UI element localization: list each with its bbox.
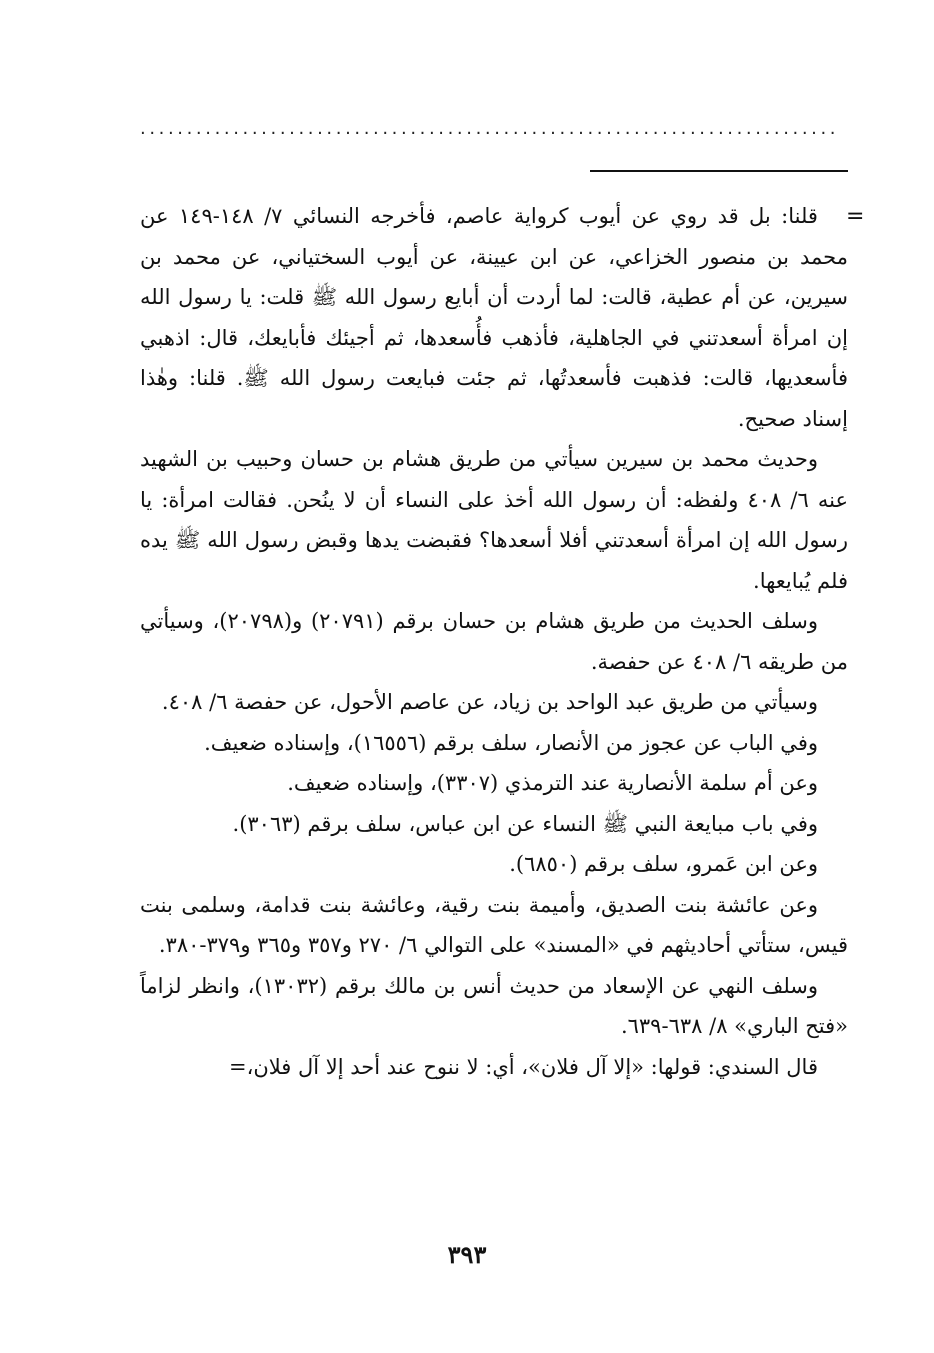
continuation-mark: = <box>846 204 865 229</box>
footnote-paragraph: وسلف الحديث من طريق هشام بن حسان برقم (٢٠٧٩١) و(٢٠٧٩٨)، وسيأتي من طريقه ٦/ ٤٠٨ عن حفصة. <box>140 609 848 674</box>
footnote-paragraph: وحديث محمد بن سيرين سيأتي من طريق هشام بن حسان وحبيب بن الشهيد عنه ٦/ ٤٠٨ ولفظه: أن رسول الله أخذ على النساء أن لا ينُحن. فقالت امرأة: يا رسول الله إن امرأة أسعدتني أفلا أسعدها؟ فقبضت يدها وقبض رسول الله ﷺ يده فلم يُبايعها. <box>140 447 848 593</box>
footnote-paragraph: وعن ابن عَمرو، سلف برقم (٦٨٥٠). <box>509 852 818 876</box>
footnote-paragraph: وفي الباب عن عجوز من الأنصار، سلف برقم (١٦٥٥٦)، وإسناده ضعيف. <box>204 730 818 755</box>
footnote-paragraph: وسلف النهي عن الإسعاد من حديث أنس بن مالك برقم (١٣٠٣٢)، وانظر لزاماً «فتح الباري» ٨/ ٦٣٨-٦٣٩. <box>140 973 848 1038</box>
footnote-paragraph: وفي باب مبايعة النبي ﷺ النساء عن ابن عباس، سلف برقم (٣٠٦٣). <box>232 811 818 836</box>
footnotes-block <box>140 196 848 1087</box>
footnote-paragraph: وعن أم سلمة الأنصارية عند الترمذي (٣٣٠٧)، وإسناده ضعيف. <box>287 771 818 795</box>
footnote-paragraph: قلنا: بل قد روي عن أيوب كرواية عاصم، فأخرجه النسائي ٧/ ١٤٨-١٤٩ عن محمد بن منصور الخزاعي، عن ابن عيينة، عن أيوب السختياني، عن محمد بن سيرين، عن أم عطية، قالت: لما أردت أن أبايع رسول الله ﷺ قلت: يا رسول الله إن امرأة أسعدتني في الجاهلية، فأذهب فأُسعدها، ثم أجيئك فأبايعك، قال: اذهبي فأسعديها، قالت: فذهبت فأسعدتُها، ثم جئت فبايعت رسول الله ﷺ. قلنا: وهٰذا إسناد صحيح. <box>140 204 848 431</box>
footnote-paragraph: قال السندي: قولها: «إلا آل فلان»، أي: لا ننوح عند أحد إلا آل فلان،= <box>228 1054 818 1079</box>
footnote-rule <box>590 170 848 172</box>
dotted-separator: ........................................................................... <box>140 118 840 139</box>
page-number: ٣٩٣ <box>447 1240 487 1269</box>
footnote-paragraph: وسيأتي من طريق عبد الواحد بن زياد، عن عاصم الأحول، عن حفصة ٦/ ٤٠٨. <box>161 690 818 714</box>
footnote-paragraph: وعن عائشة بنت الصديق، وأميمة بنت رقية، وعائشة بنت قدامة، وسلمى بنت قيس، ستأتي أحاديثهم في «المسند» على التوالي ٦/ ٢٧٠ و٣٥٧ و٣٦٥ و٣٧٩-٣٨٠. <box>140 892 848 957</box>
